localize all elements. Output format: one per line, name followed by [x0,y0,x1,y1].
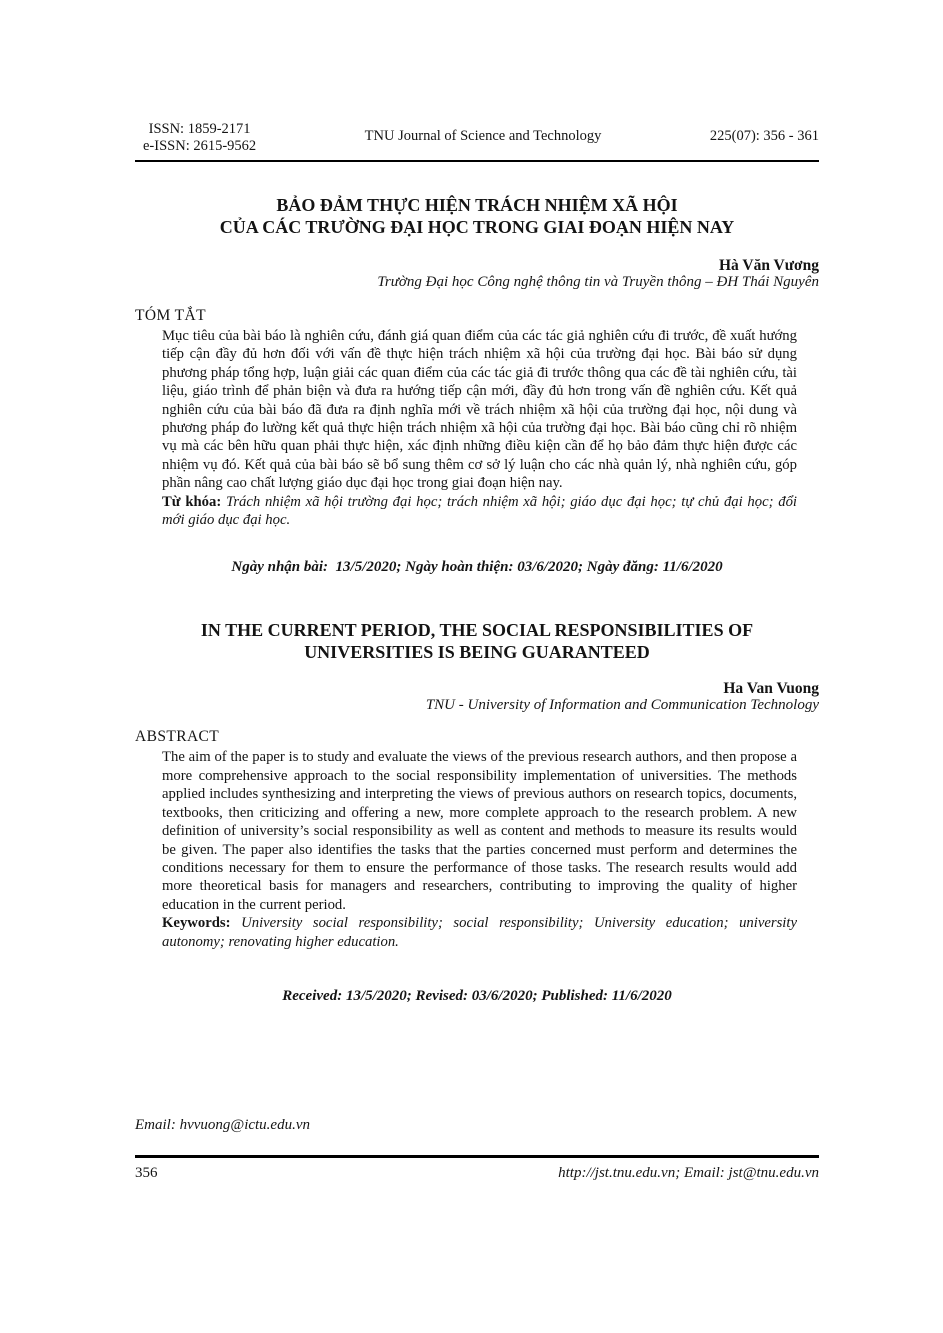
title-en-line1: IN THE CURRENT PERIOD, THE SOCIAL RESPONSIBILITIES OF [200,620,754,641]
issn-line: ISSN: 1859-2171 [148,121,251,137]
author-name-en: Ha Van Vuong [723,680,819,698]
abstract-block-vi [162,327,797,529]
title-en-line2: UNIVERSITIES IS BEING GUARANTEED [304,642,650,663]
issue-page-range: 225(07): 356 - 361 [709,128,819,144]
issn-block [135,121,256,155]
keywords-line-en [162,914,797,951]
paper-title-english [135,619,819,663]
dates-line-en: Received: 13/5/2020; Revised: 03/6/2020; Published: 11/6/2020 [282,987,672,1004]
journal-name: TNU Journal of Science and Technology [364,128,602,144]
abstract-text-en: The aim of the paper is to study and evaluate the views of the previous research authors, and then propose a more comprehensive approach to the social responsibility implementation of universities. The methods applied includes synthesizing and interpreting the views of previous authors on research topics, documents, textbooks, then criticizing and offering a new, more complete approach to the research problem. A new definition of university’s social responsibility as well as content and methods to measure its results would be given. The paper also identifies the tasks that the parties concerned must perform and determines the conditions necessary for them to ensure the performance of those tasks. The research results would add more theoretical basis for managers and researchers, contributing to improving the quality of higher education in the current period. [162,749,797,913]
author-name-vi: Hà Văn Vương [718,257,819,274]
author-affiliation-vi: Trường Đại học Công nghệ thông tin và Truyền thông – ĐH Thái Nguyên [377,274,819,290]
page-content [135,0,819,1006]
keywords-label-en: Keywords: [162,915,231,932]
keywords-text-en: University social responsibility; social responsibility; University education; university autonomy; renovating higher education. [162,915,797,950]
abstract-block-en [162,748,797,950]
byline-english [135,680,819,714]
page-footer [135,1155,819,1182]
page-number: 356 [135,1165,158,1181]
abstract-heading-en: ABSTRACT [135,728,220,746]
keywords-line-vi [162,493,797,530]
paper-title-vietnamese [135,194,819,238]
eissn-line: e-ISSN: 2615-9562 [143,138,257,154]
corresponding-email: Email: hvvuong@ictu.edu.vn [135,1117,310,1133]
abstract-text-vi: Mục tiêu của bài báo là nghiên cứu, đánh giá quan điểm của các tác giả nghiên cứu đi trước, đề xuất hướng tiếp cận đầy đủ hơn đối với vấn đề thực hiện trách nhiệm xã hội của trường đại học. Bài báo sử dụng phương pháp tổng hợp, luận giải các quan điểm của các tác giả đi trước thông qua các đề tài nghiên cứu, tài liệu, giáo trình để phản biện và đưa ra hướng tiếp cận mới, đầy đủ hơn trong vấn đề nghiên cứu. Kết quả nghiên cứu của bài báo đã đưa ra định nghĩa mới về trách nhiệm xã hội của trường đại học, nội dung và phương pháp đo lường kết quả thực hiện trách nhiệm xã hội của trường đại học. Bài báo cũng chỉ rõ nhiệm vụ mà các bên hữu quan phải thực hiện, xác định những điều kiện cần để họ bảo đảm thực hiện được các nhiệm vụ đó. Kết quả của bài báo sẽ bổ sung thêm cơ sở lý luận cho các nhà quản lý, nhà nghiên cứu, góp phần nâng cao chất lượng giáo dục đại học trong giai đoạn hiện nay. [162,328,797,492]
title-vi-line2: CỦA CÁC TRƯỜNG ĐẠI HỌC TRONG GIAI ĐOẠN HIỆN NAY [219,217,735,237]
keywords-text-vi: Trách nhiệm xã hội trường đại học; trách nhiệm xã hội; giáo dục đại học; tự chủ đại học; đổi mới giáo dục đại học. [162,493,798,529]
title-vi-line1: BẢO ĐẢM THỰC HIỆN TRÁCH NHIỆM XÃ HỘI [276,195,678,215]
journal-site-email: http://jst.tnu.edu.vn; Email: jst@tnu.edu.vn [558,1165,819,1181]
abstract-heading-vi: TÓM TẮT [135,307,206,324]
author-affiliation-en: TNU - University of Information and Communication Technology [425,697,819,714]
keywords-label-vi: Từ khóa: [162,493,222,510]
dates-line-vi: Ngày nhận bài: 13/5/2020; Ngày hoàn thiện: 03/6/2020; Ngày đăng: 11/6/2020 [231,559,723,576]
byline-vietnamese [135,257,819,291]
journal-header [135,121,819,162]
